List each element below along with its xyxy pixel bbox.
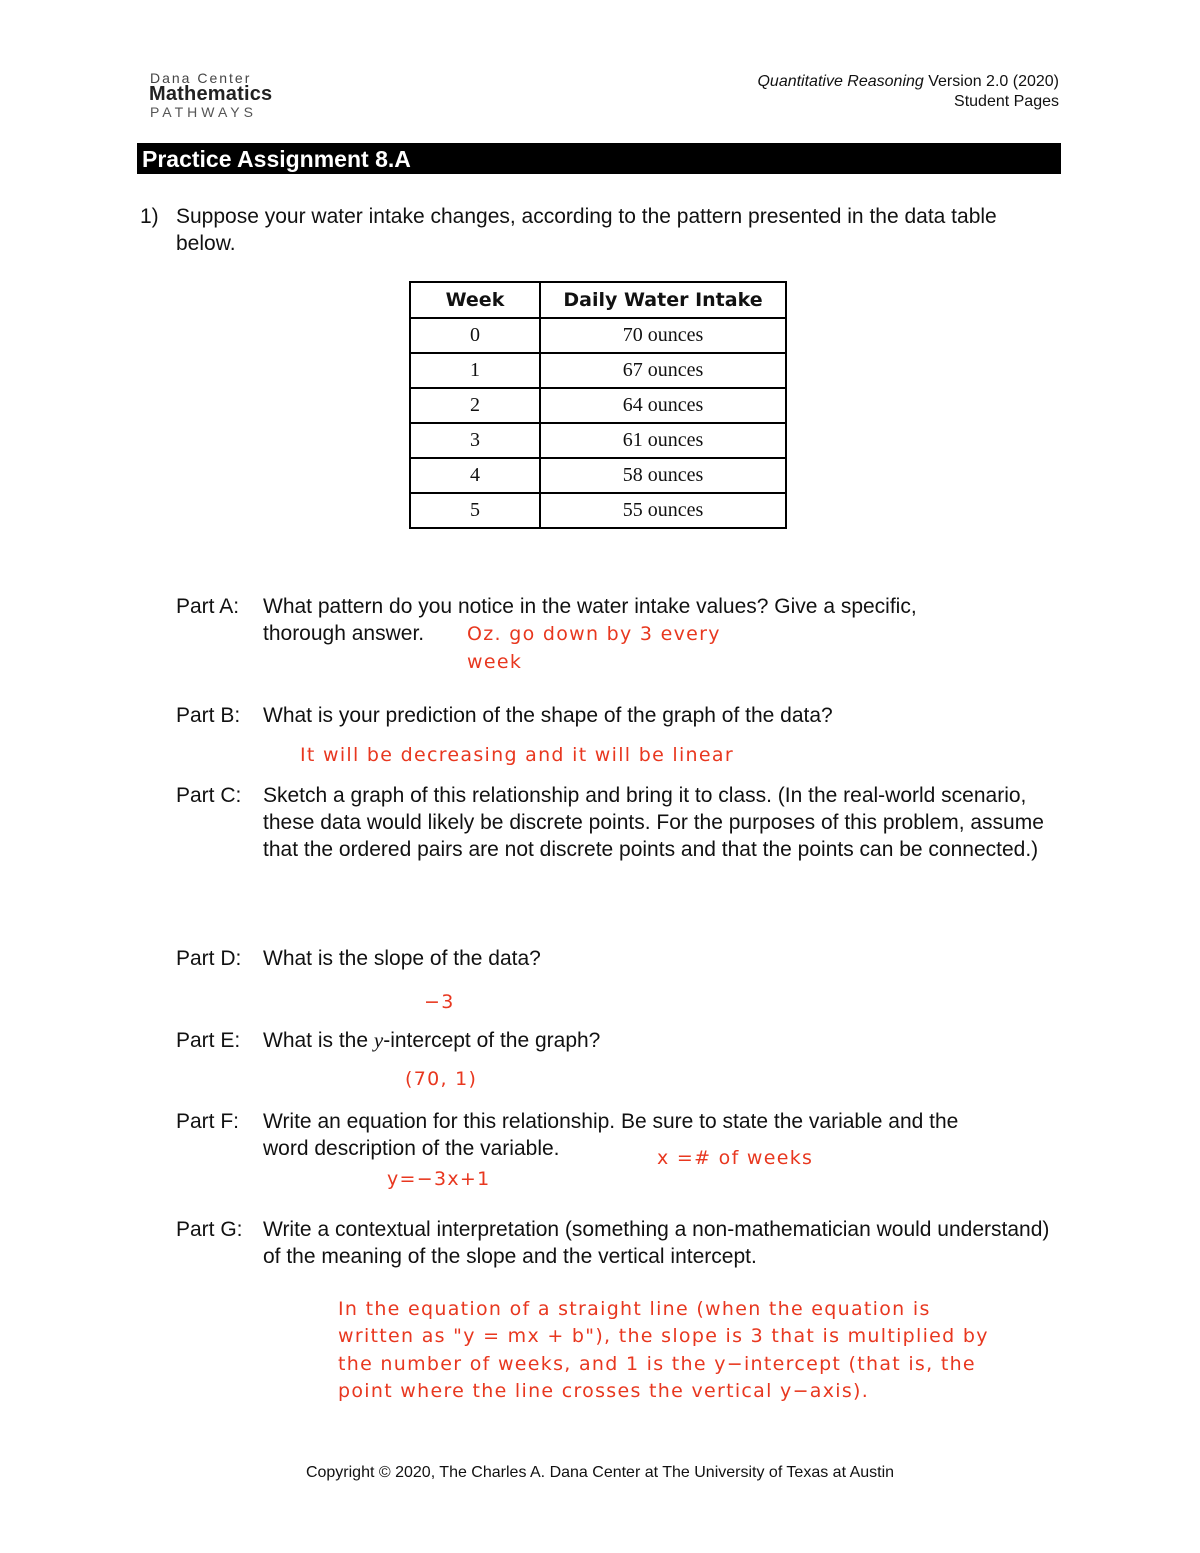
part-a-label: Part A:	[176, 595, 240, 618]
table-header-row	[410, 282, 786, 318]
table-cell-week: 1	[410, 353, 540, 388]
table-row	[410, 318, 786, 353]
water-intake-table	[409, 281, 787, 529]
logo-line-pathways: PATHWAYS	[150, 104, 257, 120]
part-g-text: Write a contextual interpretation (something a non-mathematician would understand) of the meaning of the slope and the vertical intercept.	[263, 1218, 1050, 1268]
table-cell-intake: 70 ounces	[540, 318, 786, 353]
table-row	[410, 493, 786, 528]
answer-d: −3	[424, 991, 455, 1013]
page-title: Practice Assignment 8.A	[137, 143, 1061, 174]
part-e-text-after: -intercept of the graph?	[383, 1029, 601, 1052]
table-cell-intake: 61 ounces	[540, 423, 786, 458]
part-e-label: Part E:	[176, 1029, 241, 1052]
part-d-label: Part D:	[176, 947, 242, 970]
table-cell-week: 3	[410, 423, 540, 458]
table-header-week: Week	[410, 282, 540, 318]
header-course	[757, 73, 1059, 91]
answer-g-line-2: written as "y = mx + b"), the slope is 3 that is multiplied by	[338, 1325, 989, 1347]
part-b-text: What is your prediction of the shape of the graph of the data?	[263, 704, 833, 727]
table-row	[410, 423, 786, 458]
answer-a-line-1: Oz. go down by 3 every	[467, 623, 721, 645]
table-header-intake: Daily Water Intake	[540, 282, 786, 318]
table-row	[410, 458, 786, 493]
table-cell-week: 4	[410, 458, 540, 493]
part-f-label: Part F:	[176, 1110, 240, 1133]
variable-y: y	[373, 1028, 384, 1052]
table-cell-week: 5	[410, 493, 540, 528]
table-cell-intake: 55 ounces	[540, 493, 786, 528]
answer-f-equation: y=−3x+1	[387, 1168, 491, 1190]
logo-line-dana-center: Dana Center	[150, 70, 252, 86]
table-cell-intake: 58 ounces	[540, 458, 786, 493]
answer-f-variable: x =# of weeks	[657, 1147, 814, 1169]
course-version: Version 2.0 (2020)	[923, 73, 1059, 90]
part-e-text	[263, 1027, 1063, 1054]
part-b-label: Part B:	[176, 704, 241, 727]
part-e-text-before: What is the	[263, 1029, 374, 1052]
answer-g-line-3: the number of weeks, and 1 is the y−intercept (that is, the	[338, 1353, 976, 1375]
part-g-label: Part G:	[176, 1218, 243, 1241]
table-cell-intake: 64 ounces	[540, 388, 786, 423]
part-a-text: What pattern do you notice in the water intake values? Give a specific,	[263, 595, 917, 618]
table-row	[410, 353, 786, 388]
course-name: Quantitative Reasoning	[757, 73, 924, 90]
table-row	[410, 388, 786, 423]
table-cell-week: 0	[410, 318, 540, 353]
part-a-text-2: thorough answer.	[263, 622, 425, 645]
header-student-pages: Student Pages	[954, 93, 1059, 110]
part-c-text: Sketch a graph of this relationship and bring it to class. (In the real-world scenario, these data would likely be discrete points. For the purposes of this problem, assume that the ordered pairs are not discrete points and that the points can be connected.)	[263, 784, 1044, 861]
answer-e: (70, 1)	[405, 1068, 478, 1090]
logo-line-mathematics: Mathematics	[149, 83, 273, 105]
part-f-text-2: word description of the variable.	[263, 1137, 560, 1160]
answer-g-line-1: In the equation of a straight line (when the equation is	[338, 1298, 931, 1320]
part-d-text: What is the slope of the data?	[263, 947, 541, 970]
part-f-text: Write an equation for this relationship. Be sure to state the variable and the	[263, 1110, 959, 1133]
question-number: 1)	[140, 205, 159, 228]
answer-a-line-2: week	[467, 651, 523, 673]
answer-g-line-4: point where the line crosses the vertical y−axis).	[338, 1380, 870, 1402]
copyright-footer: Copyright © 2020, The Charles A. Dana Center at The University of Texas at Austin	[305, 1464, 895, 1481]
part-c-label: Part C:	[176, 784, 242, 807]
answer-b: It will be decreasing and it will be linear	[300, 744, 734, 766]
table-cell-intake: 67 ounces	[540, 353, 786, 388]
table-cell-week: 2	[410, 388, 540, 423]
question-text: Suppose your water intake changes, according to the pattern presented in the data table below.	[176, 205, 997, 255]
